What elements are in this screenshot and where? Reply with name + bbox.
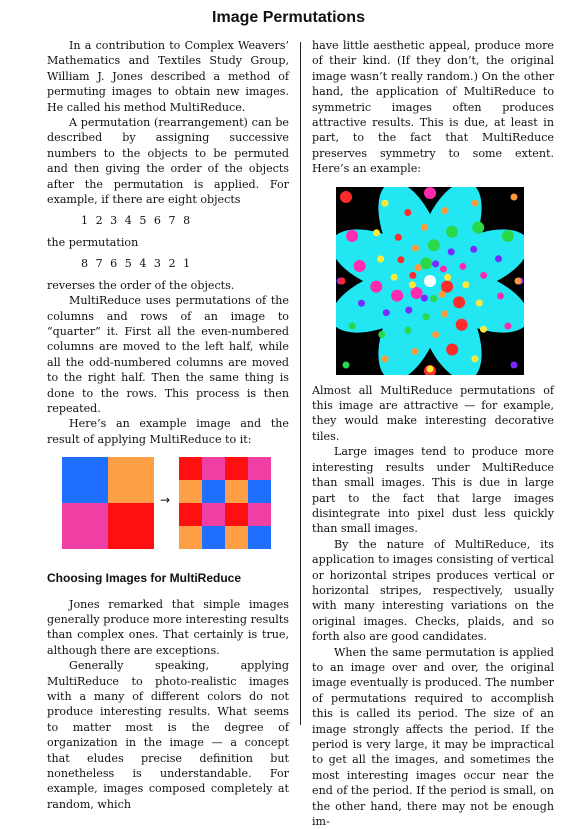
tile-dot bbox=[421, 223, 428, 230]
reduced-cell bbox=[248, 457, 271, 480]
tile-dot bbox=[470, 245, 477, 252]
tile-dot bbox=[339, 277, 346, 284]
tile-dot bbox=[480, 325, 487, 332]
paragraph-intro: In a contribution to Complex Weavers’ Mathematics and Textiles Study Group, William J. Jones described a method of permuting images to obtain new images. He called his method MultiReduce. bbox=[47, 39, 289, 114]
tile-dot bbox=[377, 255, 384, 262]
tile-dot bbox=[504, 322, 511, 329]
tile-dot bbox=[415, 264, 422, 271]
tile-dot bbox=[428, 239, 440, 251]
tile-dot bbox=[405, 306, 412, 313]
tile-dot bbox=[405, 326, 412, 333]
tile-dot bbox=[472, 199, 479, 206]
original-quadrant bbox=[62, 457, 108, 503]
paragraph-photo-realistic: Generally speaking, applying MultiReduce to photo-realistic images with a many of different colors do not produce interesting results. What seems to matter most is the degree of organization in the image — a concept that eludes precise definition but nonetheless is understandable. For example, images composed completely at random, which bbox=[47, 659, 289, 811]
tile-dot bbox=[432, 260, 439, 267]
paragraph-large-images: Large images tend to produce more interesting results under MultiReduce than small images. This is due in large part to the fact that large images disintegrate into pixel dust less quickly than small images. bbox=[312, 445, 554, 536]
reduced-cell bbox=[248, 526, 271, 549]
tile-dot bbox=[346, 230, 358, 242]
reduced-cell bbox=[202, 503, 225, 526]
original-quadrant bbox=[108, 503, 154, 549]
original-image bbox=[62, 457, 154, 549]
original-quadrant bbox=[62, 503, 108, 549]
tile-dot bbox=[459, 263, 466, 270]
paragraph-example-intro: Here’s an example image and the result of applying MultiReduce to it: bbox=[47, 417, 289, 446]
tile-dot bbox=[446, 343, 458, 355]
original-quadrant bbox=[108, 457, 154, 503]
tile-dot bbox=[511, 361, 518, 368]
tile-dot bbox=[354, 260, 366, 272]
paragraph-reverses: reverses the order of the objects. bbox=[47, 278, 235, 292]
tile-dot bbox=[427, 365, 434, 372]
tile-dot bbox=[430, 295, 437, 302]
tile-dot bbox=[448, 248, 455, 255]
tile-dot bbox=[462, 281, 469, 288]
reduced-cell bbox=[225, 503, 248, 526]
reduced-cell bbox=[202, 526, 225, 549]
tile-dot bbox=[378, 331, 385, 338]
paragraph-permutation: A permutation (rearrangement) can be described by assigning successive numbers to the objects to be permuted and then giving the order of the objects after the permutation is applied. For example, if there are eight objects bbox=[47, 116, 289, 207]
paragraph-random-images: have little aesthetic appeal, produce more of their kind. (If they don’t, the original image wasn’t really random.) On the other hand, the application of MultiReduce to symmetric images often produces attractive results. This is due, at least in part, to the fact that MultiReduce preserves symmetry to some extent. Here’s an example: bbox=[312, 39, 554, 176]
sequence-original: 1 2 3 4 5 6 7 8 bbox=[81, 214, 193, 228]
tile-dot bbox=[395, 233, 402, 240]
right-column bbox=[312, 38, 554, 829]
reduced-cell bbox=[225, 457, 248, 480]
tile-dot bbox=[340, 191, 352, 203]
reduced-cell bbox=[202, 480, 225, 503]
section-heading: Choosing Images for MultiReduce bbox=[47, 571, 242, 586]
tile-dot bbox=[373, 229, 380, 236]
tile-dot bbox=[441, 310, 448, 317]
tile-dot bbox=[412, 348, 419, 355]
symmetric-tile-graphic bbox=[336, 187, 524, 375]
tile-dot bbox=[472, 355, 479, 362]
symmetric-tile-image bbox=[336, 187, 524, 375]
tile-dot bbox=[502, 230, 514, 242]
tile-center bbox=[424, 275, 436, 287]
tile-dot bbox=[382, 355, 389, 362]
reduced-cell bbox=[225, 480, 248, 503]
example-figure bbox=[47, 455, 289, 561]
tile-dot bbox=[511, 193, 518, 200]
reduced-cell bbox=[179, 457, 202, 480]
tile-dot bbox=[349, 322, 356, 329]
tile-dot bbox=[515, 277, 522, 284]
tile-dot bbox=[444, 273, 451, 280]
tile-dot bbox=[456, 318, 468, 330]
tile-dot bbox=[495, 255, 502, 262]
tile-dot bbox=[391, 273, 398, 280]
tile-dot bbox=[404, 209, 411, 216]
paragraph-simple-images: Jones remarked that simple images generally produce more interesting results than complex ones. That certainly is true, although there are exceptions. bbox=[47, 597, 289, 657]
tile-dot bbox=[382, 199, 389, 206]
multireduced-image bbox=[179, 457, 271, 549]
column-divider bbox=[300, 42, 301, 725]
tile-dot bbox=[441, 280, 453, 292]
tile-dot bbox=[411, 287, 423, 299]
reduced-cell bbox=[179, 526, 202, 549]
tile-dot bbox=[343, 361, 350, 368]
arrow-icon: → bbox=[160, 493, 171, 508]
tile-dot bbox=[424, 187, 436, 199]
tile-dot bbox=[472, 221, 484, 233]
sequence-reversed: 8 7 6 5 4 3 2 1 bbox=[81, 257, 193, 271]
paragraph-period: When the same permutation is applied to an image over and over, the original image eventually is produced. The number of permutations required to accomplish this is called its period. The size of an image strongly affects the period. If the period is very large, it may be impractical to get all the images, and sometimes the most interesting images occur near the end of the period. If the period is small, on the other hand, there may not be enough im- bbox=[312, 645, 554, 829]
left-column bbox=[47, 38, 289, 812]
reduced-cell bbox=[179, 480, 202, 503]
tile-dot bbox=[446, 225, 458, 237]
tile-dot bbox=[432, 331, 439, 338]
paragraph-multireduce-method: MultiReduce uses permutations of the columns and rows of an image to “quarter” it. First all the even-numbered columns are moved to the left half, while all the odd-numbered columns are moved to the right half. Then the same thing is done to the rows. This process is then repeated. bbox=[47, 294, 289, 415]
tile-dot bbox=[497, 292, 504, 299]
tile-dot bbox=[383, 309, 390, 316]
tile-dot bbox=[409, 281, 416, 288]
tile-dot bbox=[440, 265, 447, 272]
reduced-cell bbox=[225, 526, 248, 549]
paragraph-the-permutation: the permutation bbox=[47, 235, 139, 249]
tile-dot bbox=[420, 257, 432, 269]
tile-dot bbox=[409, 272, 416, 279]
tile-dot bbox=[453, 296, 465, 308]
paragraph-stripes: By the nature of MultiReduce, its application to images consisting of vertical or horizontal stripes produces vertical or horizontal stripes, respectively, usually with many interesting variations on the original images. Checks, plaids, and so forth also are good candidates. bbox=[312, 537, 554, 644]
reduced-cell bbox=[248, 503, 271, 526]
page-title: Image Permutations bbox=[212, 9, 365, 26]
reduced-cell bbox=[179, 503, 202, 526]
tile-dot bbox=[423, 313, 430, 320]
tile-dot bbox=[476, 299, 483, 306]
tile-dot bbox=[439, 291, 446, 298]
tile-dot bbox=[397, 256, 404, 263]
tile-dot bbox=[412, 244, 419, 251]
tile-dot bbox=[480, 272, 487, 279]
tile-dot bbox=[370, 280, 382, 292]
tile-dot bbox=[358, 299, 365, 306]
paragraph-attractive: Almost all MultiReduce permutations of this image are attractive — for example, they would make interesting decorative tiles. bbox=[312, 383, 554, 443]
reduced-cell bbox=[202, 457, 225, 480]
reduced-cell bbox=[248, 480, 271, 503]
tile-dot bbox=[391, 289, 403, 301]
tile-dot bbox=[442, 207, 449, 214]
